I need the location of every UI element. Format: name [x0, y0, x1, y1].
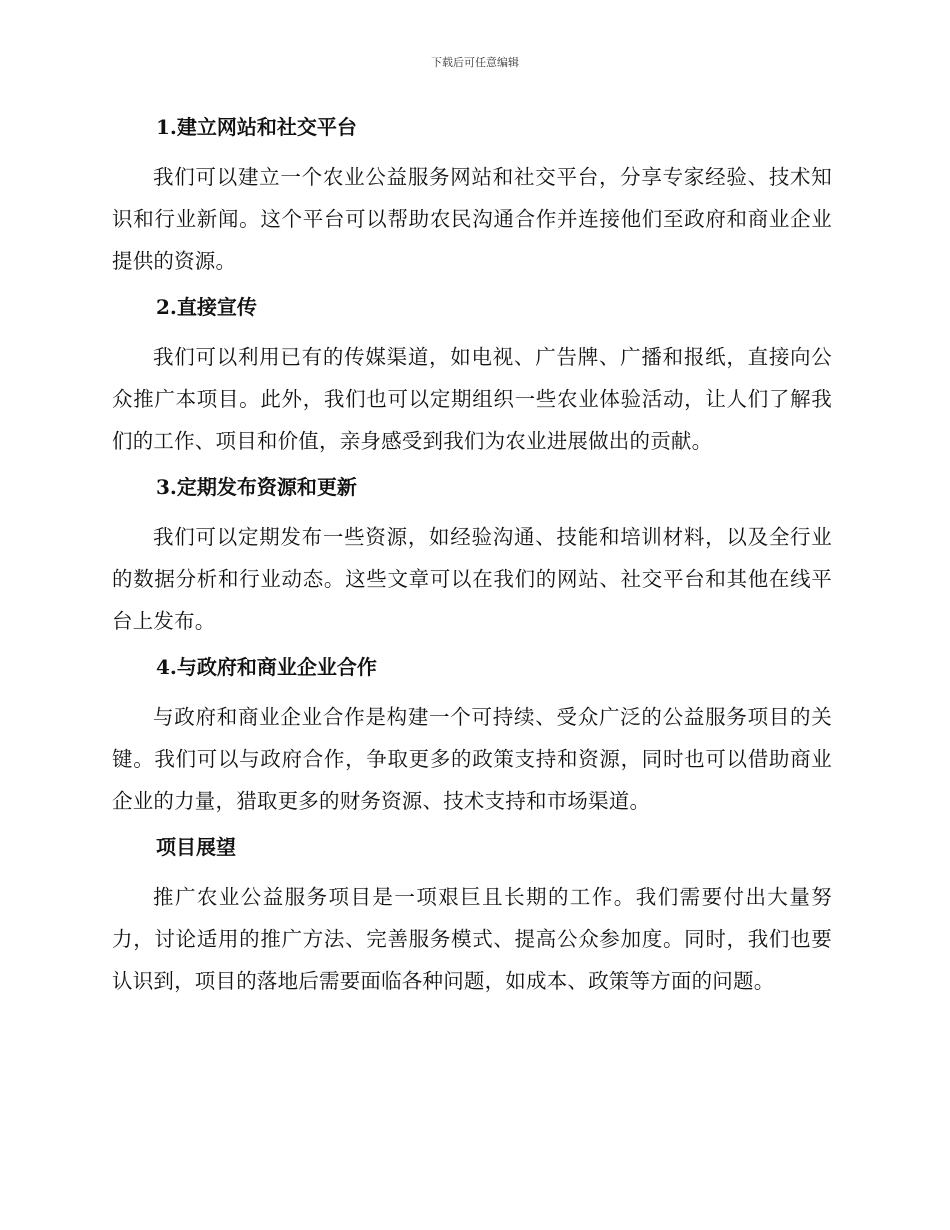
section-paragraph: 我们可以建立一个农业公益服务网站和社交平台，分享专家经验、技术知识和行业新闻。这个平台可以帮助农民沟通合作并连接他们至政府和商业企业提供的资源。	[112, 165, 832, 273]
section-paragraph: 我们可以利用已有的传媒渠道，如电视、广告牌、广播和报纸，直接向公众推广本项目。此外，我们也可以定期组织一些农业体验活动，让人们了解我们的工作、项目和价值，亲身感受到我们为农业进展做出的贡献。	[112, 345, 832, 453]
section-project-outlook	[112, 832, 832, 1002]
section-heading: 4.与政府和商业企业合作	[156, 655, 377, 679]
page-header: 下载后可任意编辑	[431, 56, 519, 69]
section-heading: 3.定期发布资源和更新	[156, 475, 357, 499]
section-paragraph: 推广农业公益服务项目是一项艰巨且长期的工作。我们需要付出大量努力，讨论适用的推广方法、完善服务模式、提高公众参加度。同时，我们也要认识到，项目的落地后需要面临各种问题，如成本、政策等方面的问题。	[112, 885, 832, 993]
section-website-social	[112, 112, 832, 282]
section-regular-publishing	[112, 472, 832, 642]
section-heading: 项目展望	[156, 835, 236, 859]
section-paragraph: 与政府和商业企业合作是构建一个可持续、受众广泛的公益服务项目的关键。我们可以与政府合作，争取更多的政策支持和资源，同时也可以借助商业企业的力量，猎取更多的财务资源、技术支持和市场渠道。	[112, 705, 832, 813]
document-body	[112, 112, 832, 1012]
section-government-business	[112, 652, 832, 822]
section-paragraph: 我们可以定期发布一些资源，如经验沟通、技能和培训材料，以及全行业的数据分析和行业动态。这些文章可以在我们的网站、社交平台和其他在线平台上发布。	[112, 525, 832, 633]
section-heading: 2.直接宣传	[156, 295, 257, 319]
section-heading: 1.建立网站和社交平台	[156, 115, 357, 139]
section-direct-promotion	[112, 292, 832, 462]
